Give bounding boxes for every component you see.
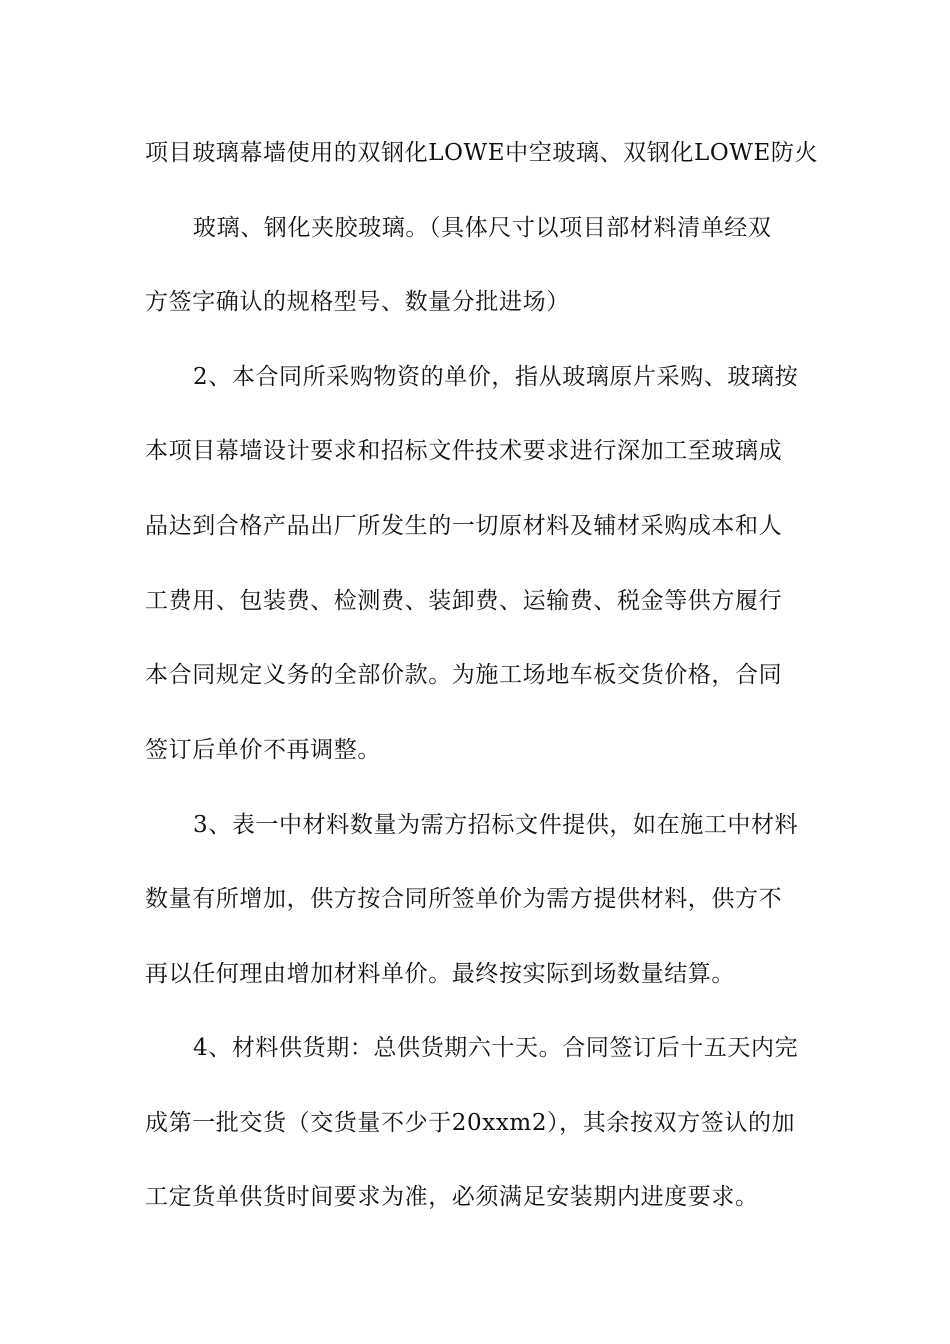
paragraph-line: 成第一批交货（交货量不少于20xxm2），其余按双方签认的加	[145, 1110, 796, 1136]
paragraph-line: 本项目幕墙设计要求和招标文件技术要求进行深加工至玻璃成	[145, 438, 783, 464]
paragraph-line: 再以任何理由增加材料单价。最终按实际到场数量结算。	[145, 961, 735, 987]
paragraph-line: 项目玻璃幕墙使用的双钢化LOWE中空玻璃、双钢化LOWE防火	[145, 140, 819, 166]
paragraph-line: 品达到合格产品出厂所发生的一切原材料及辅材采购成本和人	[145, 513, 783, 539]
paragraph-line: 数量有所增加，供方按合同所签单价为需方提供材料，供方不	[145, 886, 783, 912]
paragraph-line: 工定货单供货时间要求为准，必须满足安装期内进度要求。	[145, 1184, 759, 1210]
paragraph-line: 工费用、包装费、检测费、装卸费、运输费、税金等供方履行	[145, 588, 783, 614]
paragraph-line: 2、本合同所采购物资的单价，指从玻璃原片采购、玻璃按	[193, 364, 799, 390]
paragraph-line: 签订后单价不再调整。	[145, 737, 381, 763]
paragraph-line: 方签字确认的规格型号、数量分批进场）	[145, 289, 570, 315]
paragraph-line: 玻璃、钢化夹胶玻璃。（具体尺寸以项目部材料清单经双	[193, 215, 772, 241]
paragraph-line: 3、表一中材料数量为需方招标文件提供，如在施工中材料	[193, 812, 799, 838]
paragraph-line: 4、材料供货期：总供货期六十天。合同签订后十五天内完	[193, 1035, 799, 1061]
paragraph-line: 本合同规定义务的全部价款。为施工场地车板交货价格，合同	[145, 662, 783, 688]
